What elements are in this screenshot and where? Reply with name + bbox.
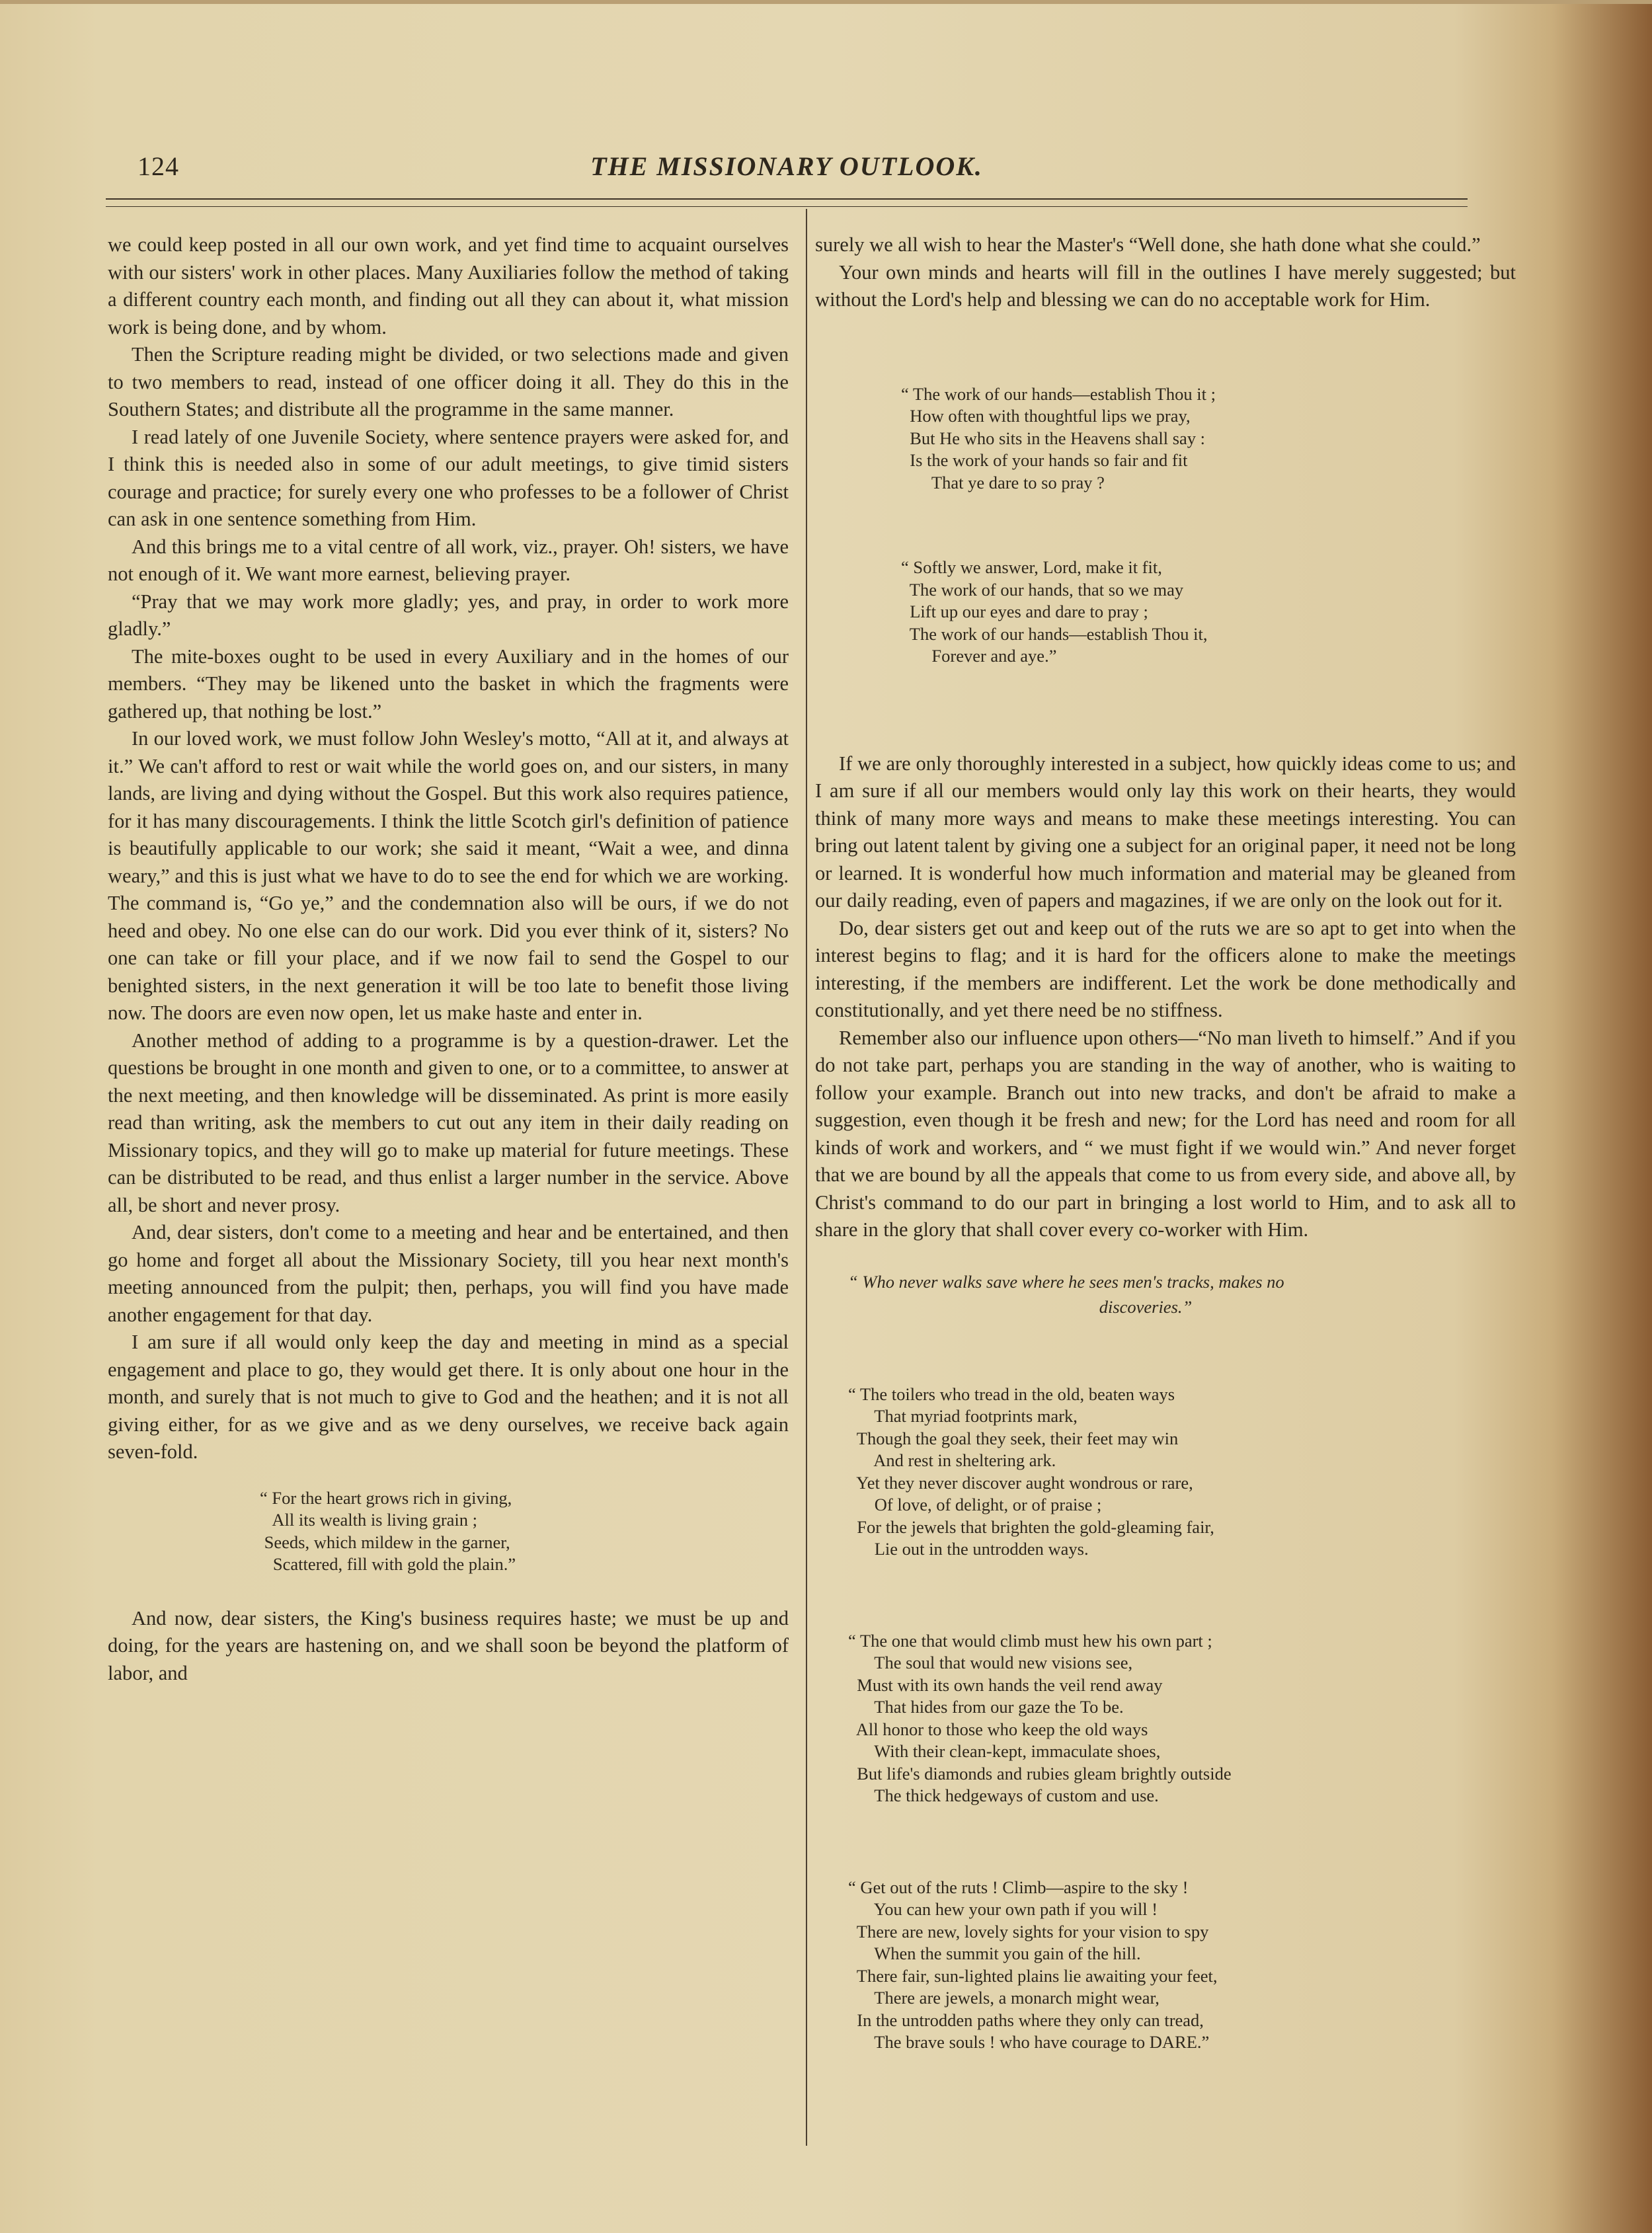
poem-line: For the jewels that brighten the gold-gleaming fair, (848, 1516, 1214, 1537)
poem-line: The brave souls ! who have courage to DARE.” (848, 2032, 1210, 2052)
poem-line: Of love, of delight, or of praise ; (848, 1495, 1102, 1514)
page-header (106, 151, 1468, 190)
poem-line: Lie out in the untrodden ways. (848, 1539, 1089, 1559)
poem-stanza (848, 1877, 1516, 2054)
poem-line: Seeds, which mildew in the garner, (260, 1532, 510, 1552)
page-number: 124 (138, 151, 179, 181)
poem-line: When the summit you gain of the hill. (848, 1943, 1141, 1963)
paragraph: And this brings me to a vital centre of all work, viz., prayer. Oh! sisters, we have not enough of it. We want more earnest, believing prayer. (108, 535, 789, 585)
poem-line: How often with thoughtful lips we pray, (901, 406, 1191, 426)
paragraph: Your own minds and hearts will fill in the outlines I have merely suggested; but without the Lord's help and blessing we can do no acceptable work for Him. (815, 260, 1516, 311)
paragraph: Another method of adding to a programme is by a question-drawer. Let the questions be brought in one month and given to one, or to a committee, to answer at the next meeting, and then knowledge will be disseminated. As print is more easily read than writing, ask the members to cut out any item in their daily reading on Missionary topics, and they will go to make up material for future meetings. These can be distributed to be read, and thus enlist a larger number in the service. Above all, be short and never prosy. (108, 1029, 789, 1216)
poem-line: “ For the heart grows rich in giving, (260, 1487, 512, 1508)
paragraph: Then the Scripture reading might be divided, or two selections made and given to two members to read, instead of one officer doing it all. They do this in the Southern States; and distribute all the programme in the same manner. (108, 343, 789, 420)
paragraph: Do, dear sisters get out and keep out of the ruts we are so apt to get into when the interest begins to flag; and it is hard for the officers alone to make the meetings interesting, if the members are indifferent. Let the work be done methodically and constitutionally, and yet there need be no stiffness. (815, 916, 1516, 1021)
header-rule (106, 198, 1468, 200)
motto-quote (848, 1269, 1516, 1319)
journal-title: THE MISSIONARY OUTLOOK. (590, 151, 983, 181)
poem-line: “ The one that would climb must hew his own part ; (848, 1630, 1212, 1651)
poem-stanza (901, 557, 1516, 668)
poem-stanza (848, 1630, 1516, 1807)
motto-line: discoveries.” (1099, 1296, 1193, 1317)
poem-line: The work of our hands—establish Thou it, (901, 623, 1208, 644)
poem-line: There are new, lovely sights for your vision to spy (848, 1921, 1209, 1941)
left-column (108, 231, 789, 1687)
poem-line: With their clean-kept, immaculate shoes, (848, 1741, 1161, 1761)
paragraph: In our loved work, we must follow John Wesley's motto, “All at it, and always at it.” We can't afford to rest or wait while the world goes on, and our sisters, in many lands, are living and dying without the Gospel. But this work also requires patience, for it has many discouragements. I think the little Scotch girl's definition of patience is beautifully applicable to our work; she said it meant, “Wait a wee, and dinna weary,” and this is just what we have to do to see the end for which we are working. The command is, “Go ye,” and the condemnation also will be ours, if we do not heed and obey. No one else can do our work. Did you ever think of it, sisters? No one can take or fill your place, and if we now fail to send the Gospel to our benighted sisters, in the next generation it will be too late to benefit those living now. The doors are even now open, let us make haste and enter in. (108, 727, 789, 1024)
paragraph: And now, dear sisters, the King's business requires haste; we must be up and doing, for the years are hastening on, and we shall soon be beyond the platform of labor, and (108, 1606, 789, 1684)
header-rule-thin (106, 206, 1468, 207)
poem-line: Scattered, fill with gold the plain.” (260, 1554, 516, 1574)
paragraph: If we are only thoroughly interested in a subject, how quickly ideas come to us; and I am sure if all our members would only lay this work on their hearts, they would think of many more ways and means to make these meetings interesting. You can bring out latent talent by giving one a subject for an original paper, it need not be long or learned. It is wonderful how much information and material may be gleaned from our daily reading, even of papers and magazines, if we are only on the look out for it. (815, 752, 1516, 912)
poem-line: “ The work of our hands—establish Thou it ; (901, 383, 1216, 404)
poem-line: All its wealth is living grain ; (260, 1510, 478, 1530)
poem-line: That hides from our gaze the To be. (848, 1697, 1124, 1717)
poem-line: There fair, sun-lighted plains lie awaiting your feet, (848, 1965, 1218, 1986)
poem-line: Lift up our eyes and dare to pray ; (901, 602, 1148, 621)
poem-line: All honor to those who keep the old ways (848, 1719, 1148, 1739)
right-column (815, 231, 1516, 2143)
poem-line: The soul that would new visions see, (848, 1653, 1133, 1672)
poem-line: Though the goal they seek, their feet may win (848, 1428, 1179, 1448)
poem-line: “ The toilers who tread in the old, beaten ways (848, 1384, 1175, 1404)
paragraph: The mite-boxes ought to be used in every Auxiliary and in the homes of our members. “They may be likened unto the basket in which the fragments were gathered up, that nothing be lost.” (108, 645, 789, 723)
paragraph: we could keep posted in all our own work, and yet find time to acquaint ourselves with our sisters' work in other places. Many Auxiliaries follow the method of taking a different country each month, and finding out all they can about it, what mission work is being done, and by whom. (108, 233, 789, 338)
motto-line: “ Who never walks save where he sees men's tracks, makes no (848, 1271, 1284, 1292)
poem-line: Must with its own hands the veil rend away (848, 1674, 1163, 1695)
poem-line: You can hew your own path if you will ! (848, 1899, 1158, 1919)
poem-line: “ Softly we answer, Lord, make it fit, (901, 557, 1162, 577)
column-divider (806, 209, 807, 2146)
poem-line: The thick hedgeways of custom and use. (848, 1785, 1159, 1805)
paragraph: And, dear sisters, don't come to a meeting and hear and be entertained, and then go home and forget all about the Missionary Society, till you hear next month's meeting announced from the pulpit; then, perhaps, you will find you have made another engagement for that day. (108, 1221, 789, 1326)
poem-line: The work of our hands, that so we may (901, 579, 1184, 600)
poem-line: Yet they never discover aught wondrous or rare, (848, 1472, 1193, 1493)
paragraph: surely we all wish to hear the Master's “Well done, she hath done what she could.” (815, 233, 1481, 256)
poem-line: And rest in sheltering ark. (848, 1450, 1056, 1470)
poem-untrodden-ways (848, 1339, 1516, 2123)
paragraph: “Pray that we may work more gladly; yes, and pray, in order to work more gladly.” (108, 590, 789, 640)
poem-line: But life's diamonds and rubies gleam brightly outside (848, 1763, 1232, 1783)
poem-stanza (901, 383, 1516, 494)
poem-line: But He who sits in the Heavens shall say : (901, 428, 1206, 448)
poem-line: That myriad footprints mark, (848, 1406, 1078, 1426)
poem-work-of-hands (901, 339, 1516, 730)
paragraph: Remember also our influence upon others—“No man liveth to himself.” And if you do not take part, perhaps you are standing in the way of another, who is waiting to follow your example. Branch out into new tracks, and don't be afraid to make a suggestion, even though it be fresh and new; for the Lord has need and room for all kinds of work and workers, and “ we must fight if we would win.” And never forget that we are bound by all the appeals that come to us from every side, and above all, by Christ's command to do our part in bringing a lost world to Him, and to ask all to share in the glory that shall cover every co-worker with Him. (815, 1026, 1516, 1241)
poem-giving (260, 1487, 789, 1576)
paragraph: I read lately of one Juvenile Society, where sentence prayers were asked for, and I think this is needed also in some of our adult meetings, to give timid sisters courage and practice; for surely every one who professes to be a follower of Christ can ask in one sentence something from Him. (108, 425, 789, 530)
poem-line: That ye dare to so pray ? (901, 472, 1105, 492)
poem-line: Forever and aye.” (901, 646, 1057, 666)
poem-line: Is the work of your hands so fair and fit (901, 450, 1188, 470)
page-top-edge (0, 0, 1652, 4)
paragraph: I am sure if all would only keep the day and meeting in mind as a special engagement and place to go, they would get there. It is only about one hour in the month, and surely that is not much to give to God and the heathen; and it is not all giving either, for as we give and as we deny ourselves, we receive back again seven-fold. (108, 1331, 789, 1463)
poem-line: In the untrodden paths where they only can tread, (848, 2010, 1204, 2030)
poem-line: “ Get out of the ruts ! Climb—aspire to the sky ! (848, 1877, 1189, 1897)
poem-stanza (848, 1384, 1516, 1561)
poem-line: There are jewels, a monarch might wear, (848, 1988, 1160, 2008)
